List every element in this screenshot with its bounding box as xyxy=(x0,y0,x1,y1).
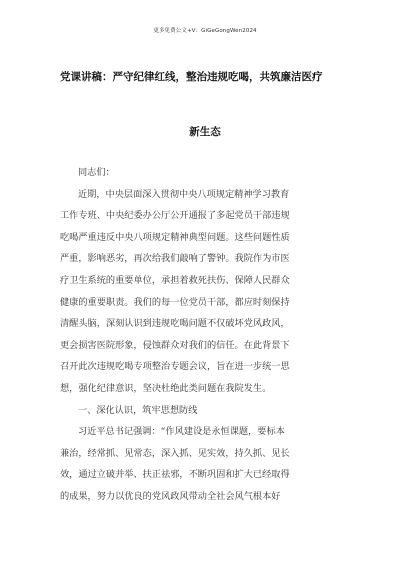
body-line: 兼治，经常抓、见常态，深入抓、见实效，持久抓、见长 xyxy=(60,447,290,459)
body-line: 工作专班、中央纪委办公厅公开通报了多起党员干部违规 xyxy=(60,210,290,222)
body-line: 的成果，努力以优良的党风政风带动全社会风气根本好 xyxy=(60,490,281,502)
body-line: 严重，影响恶劣，再次给我们敲响了警钟。我院作为市医 xyxy=(60,253,290,265)
header-note: 更多免费公文+V：GiGeGongWen2024 xyxy=(153,28,257,34)
body-line: 召开此次违规吃喝专项整治专题会议，旨在进一步统一思 xyxy=(60,361,290,373)
body-line: 清醒头脑，深刻认识到违规吃喝问题不仅破坏党风政风， xyxy=(60,318,290,330)
document-title-line2: 新生态 xyxy=(189,126,221,138)
body-line: 更会损害医院形象，侵蚀群众对我们的信任。在此背景下 xyxy=(60,339,290,351)
document-body xyxy=(60,162,360,508)
salutation: 同志们： xyxy=(78,167,115,178)
body-line: 效，通过立破并举、扶正祛邪，不断巩固和扩大已经取得 xyxy=(60,469,290,481)
document-title-line1: 党课讲稿：严守纪律红线，整治违规吃喝，共筑廉洁医疗 xyxy=(60,71,323,83)
section-heading: 一、深化认识，筑牢思想防线 xyxy=(78,404,198,416)
body-line: 习近平总书记强调：“作风建设是永恒课题，要标本 xyxy=(78,426,285,438)
body-line: 疗卫生系统的重要单位，承担着救死扶伤、保障人民群众 xyxy=(60,274,290,286)
body-line: 想，强化纪律意识，坚决杜绝此类问题在我院发生。 xyxy=(60,382,272,394)
body-line: 吃喝严重违反中央八项规定精神典型问题。这些问题性质 xyxy=(60,231,290,243)
body-line: 健康的重要职责。我们的每一位党员干部，都应时刻保持 xyxy=(60,296,290,308)
body-line: 近期，中央层面深入贯彻中央八项规定精神学习教育 xyxy=(78,188,290,200)
